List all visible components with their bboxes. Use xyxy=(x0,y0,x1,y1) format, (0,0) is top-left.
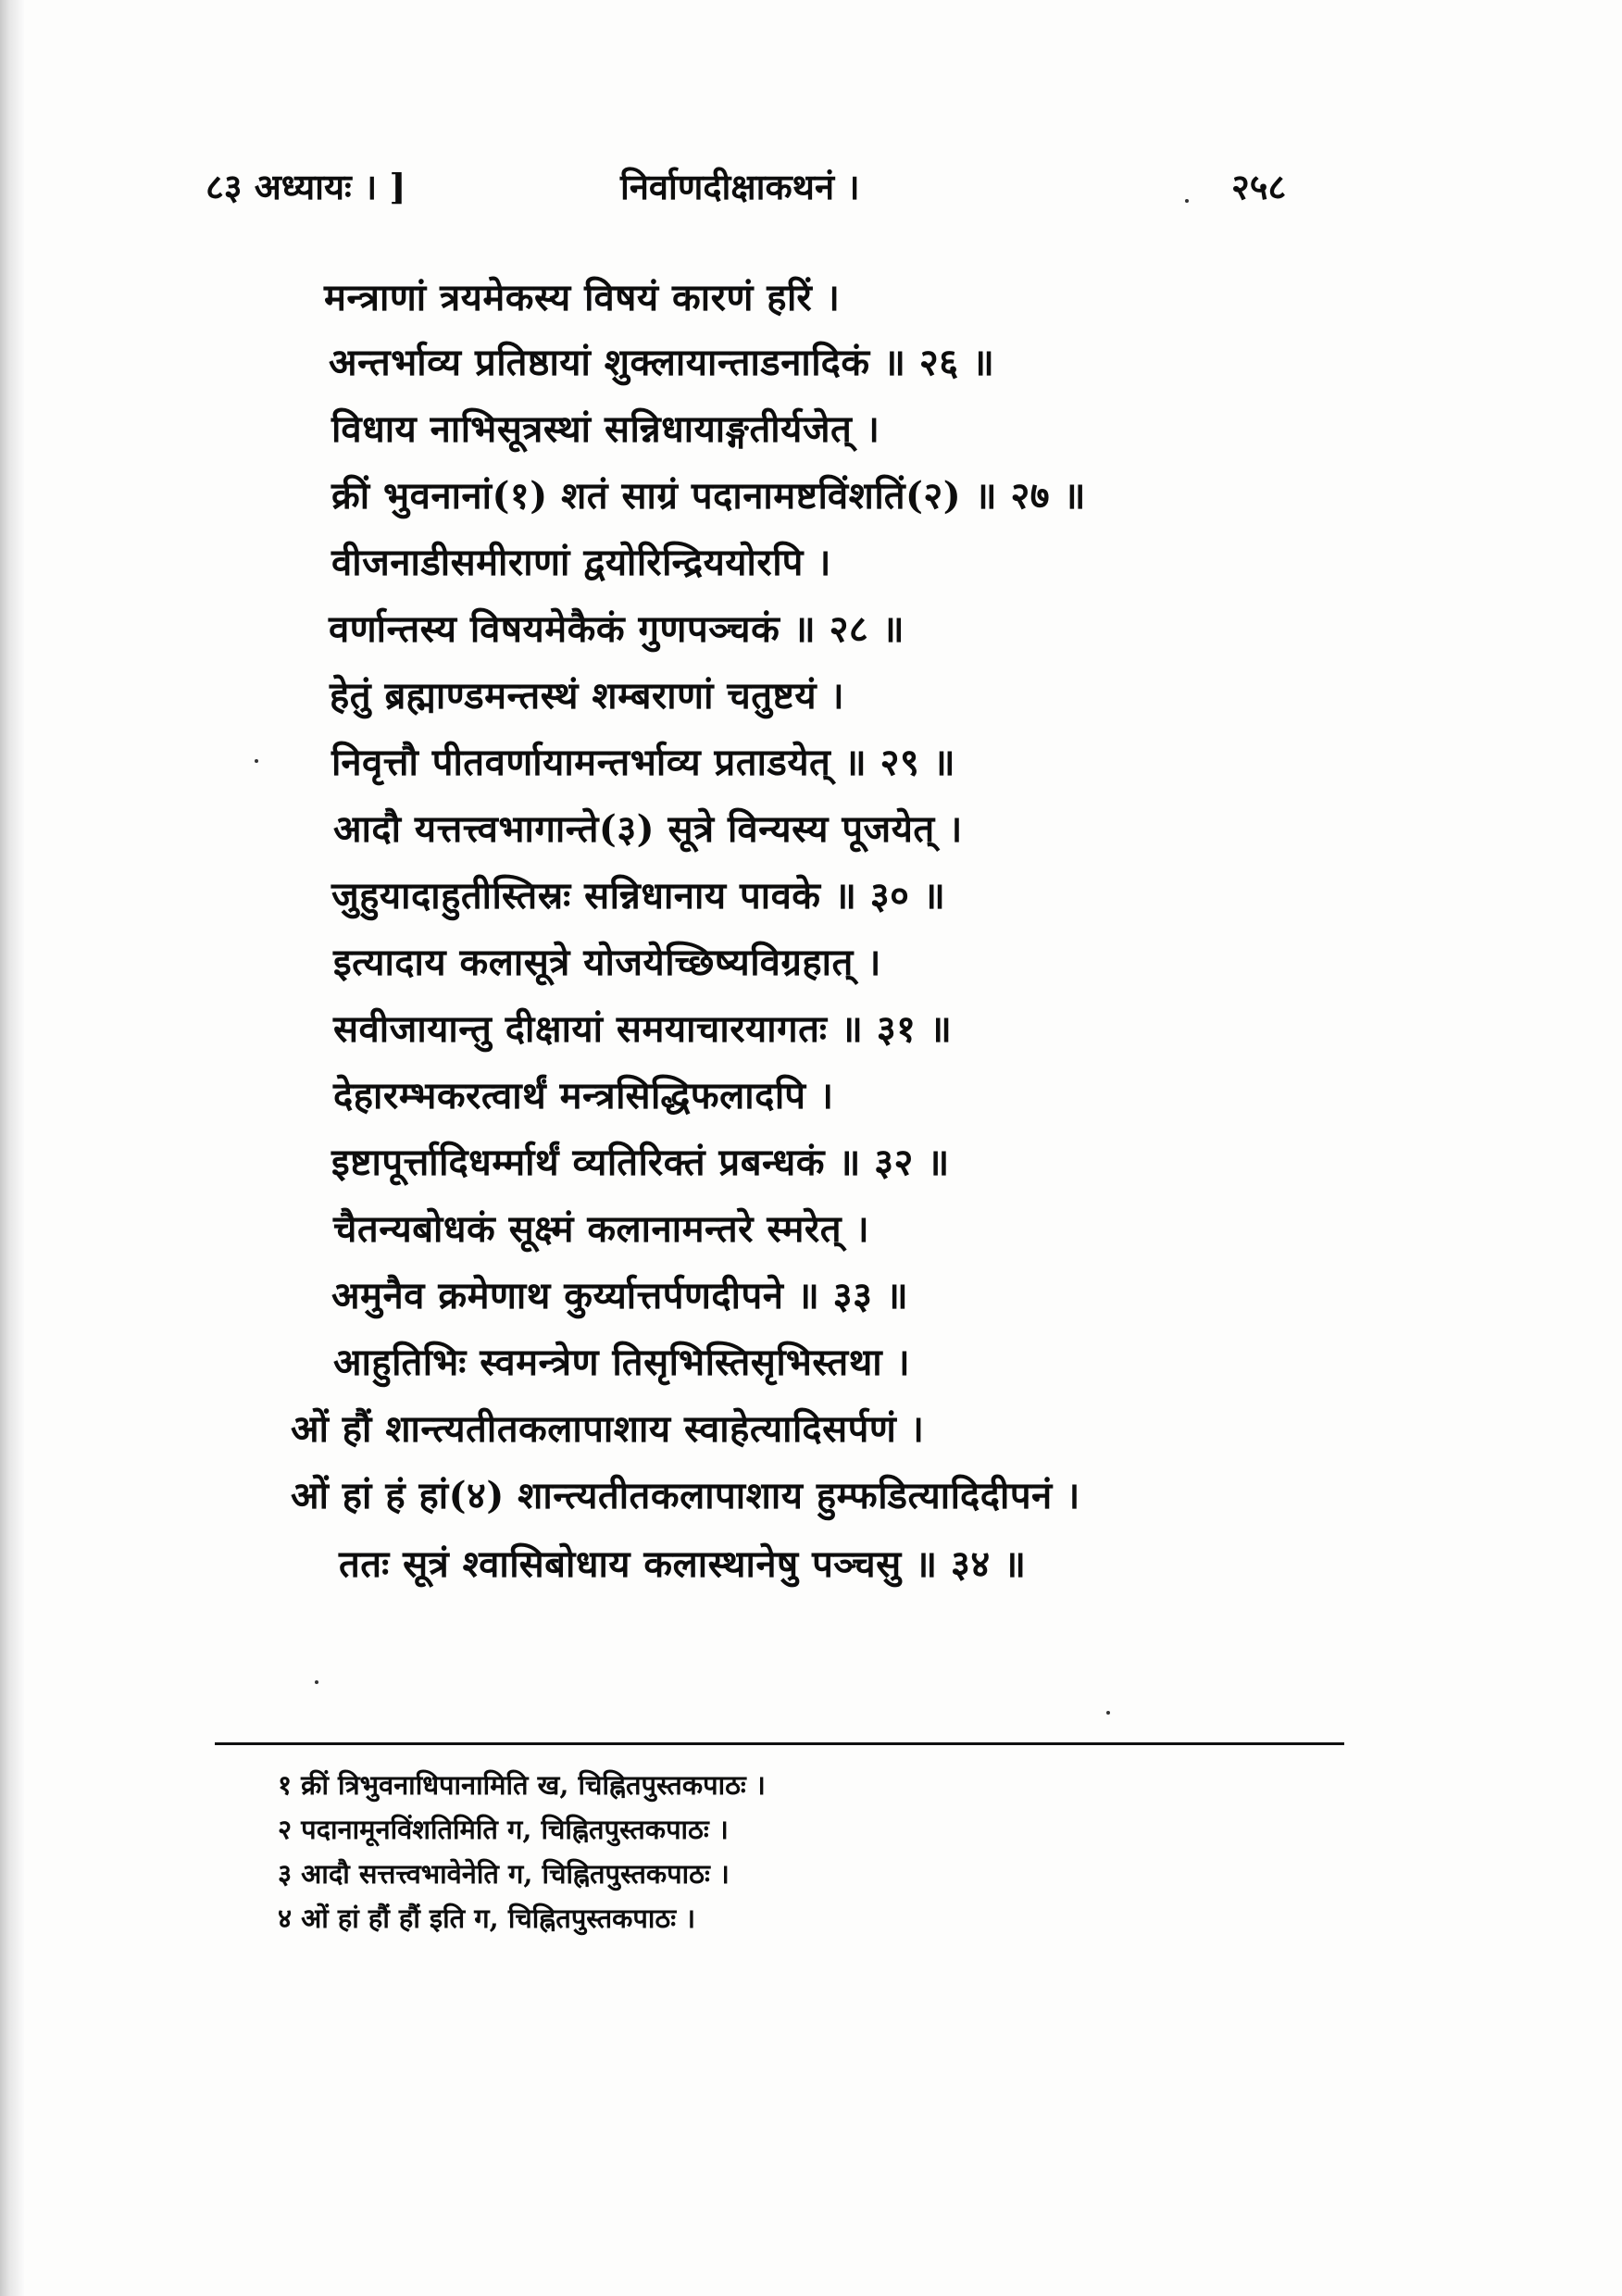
verse-line: हेतुं ब्रह्माण्डमन्तस्थं शम्बराणां चतुष्टयं । xyxy=(330,674,845,718)
verse-line: ओं हौं शान्त्यतीतकलापाशाय स्वाहेत्यादिसर्पणं । xyxy=(291,1407,925,1451)
verse-line: सवीजायान्तु दीक्षायां समयाचारयागतः ॥ ३१ ॥ xyxy=(333,1007,953,1051)
verse-line: आदौ यत्तत्त्वभागान्ते(३) सूत्रे विन्यस्य पूजयेत् । xyxy=(333,807,963,851)
verse-line: वर्णान्तस्य विषयमेकैकं गुणपञ्चकं ॥ २८ ॥ xyxy=(329,607,905,651)
page-number: २५८ xyxy=(1231,166,1287,207)
verse-line: अन्तर्भाव्य प्रतिष्ठायां शुक्लायान्ताडनादिकं ॥ २६ ॥ xyxy=(329,341,995,384)
running-head xyxy=(0,162,1622,218)
footnote: २ पदानामूनविंशतिमिति ग, चिह्नितपुस्तकपाठः । xyxy=(278,1814,729,1845)
verse-line: ततः सूत्रं श्वासिबोधाय कलास्थानेषु पञ्चसु ॥ ३४ ॥ xyxy=(339,1542,1027,1586)
section-title: निर्वाणदीक्षाकथनं । xyxy=(620,166,860,207)
verse-line: देहारम्भकरत्वार्थं मन्त्रसिद्धिफलादपि । xyxy=(333,1074,834,1117)
verse-line: मन्त्राणां त्रयमेकस्य विषयं कारणं हरिं । xyxy=(324,276,841,319)
verse-line: ओं हां हं हां(४) शान्त्यतीतकलापाशाय हुम्फडित्यादिदीपनं । xyxy=(291,1474,1080,1517)
scan-edge-shading xyxy=(0,0,24,2296)
scan-speck xyxy=(255,759,258,763)
verse-line: विधाय नाभिसूत्रस्थां सन्निधायाङ्गतीर्यजेत् । xyxy=(331,407,880,451)
scan-speck xyxy=(1185,199,1189,203)
footnote-divider xyxy=(215,1742,1344,1745)
footnote: ३ आदौ सत्तत्त्वभावेनेति ग, चिह्नितपुस्तकपाठः । xyxy=(278,1858,730,1890)
footnote: ४ ओं हां हौं हौं इति ग, चिह्नितपुस्तकपाठः । xyxy=(278,1903,696,1934)
verse-line: इत्यादाय कलासूत्रे योजयेच्छिष्यविग्रहात् । xyxy=(333,941,881,984)
chapter-label: ८३ अध्यायः । ] xyxy=(206,166,406,207)
verse-line: क्रीं भुवनानां(१) शतं साग्रं पदानामष्टविंशतिं(२) ॥ २७ ॥ xyxy=(331,474,1086,518)
verse-line: निवृत्तौ पीतवर्णायामन्तर्भाव्य प्रताडयेत् ॥ २९ ॥ xyxy=(331,741,956,784)
verse-line: अमुनैव क्रमेणाथ कुर्य्यात्तर्पणदीपने ॥ ३३ ॥ xyxy=(331,1274,909,1317)
footnote: १ क्रीं त्रिभुवनाधिपानामिति ख, चिह्नितपुस्तकपाठः । xyxy=(278,1769,766,1801)
verse-line: आहुतिभिः स्वमन्त्रेण तिसृभिस्तिसृभिस्तथा । xyxy=(333,1341,911,1384)
scan-speck xyxy=(1106,1711,1110,1715)
scan-speck xyxy=(315,1680,318,1684)
verse-line: वीजनाडीसमीराणां द्वयोरिन्द्रिययोरपि । xyxy=(331,541,831,584)
verse-line: इष्टापूर्त्तादिधर्म्मार्थं व्यतिरिक्तं प्रबन्धकं ॥ ३२ ॥ xyxy=(331,1141,950,1184)
verse-line: चैतन्यबोधकं सूक्ष्मं कलानामन्तरे स्मरेत् । xyxy=(333,1207,870,1251)
verse-line: जुहुयादाहुतीस्तिस्रः सन्निधानाय पावके ॥ ३० ॥ xyxy=(331,874,946,917)
